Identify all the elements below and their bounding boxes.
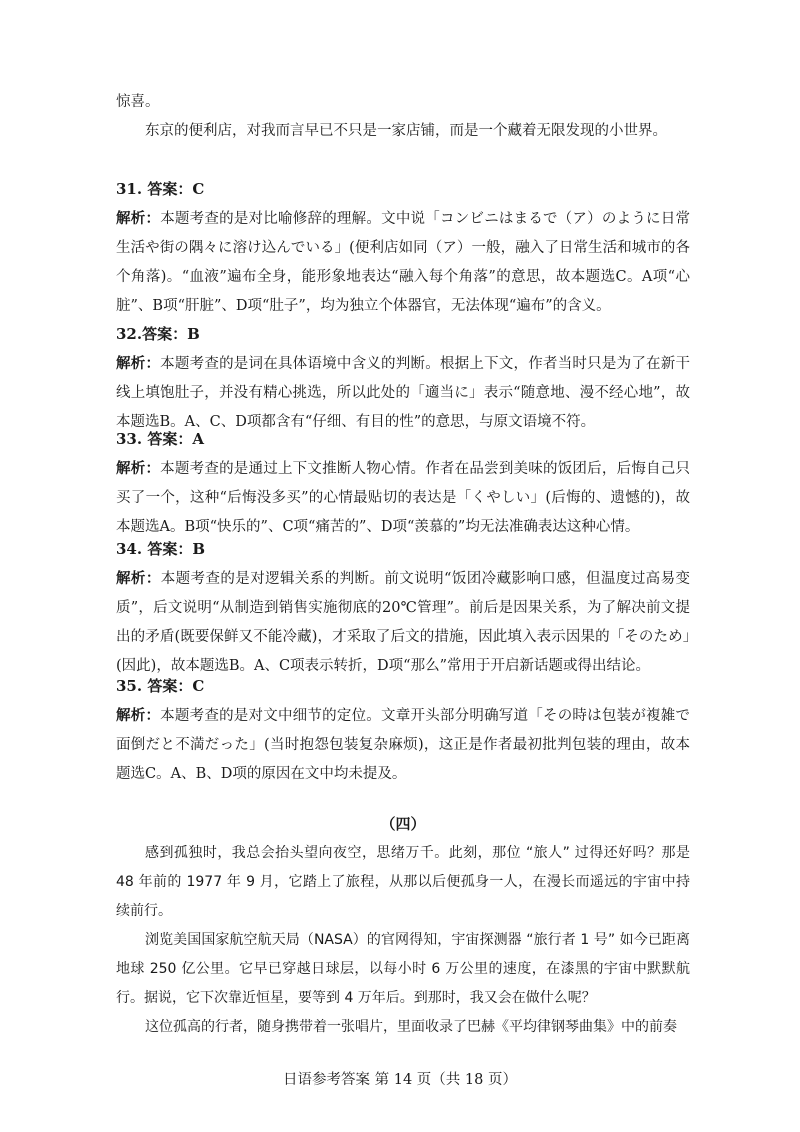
explanation-label: 解析： <box>116 210 161 227</box>
intro-line-2: 东京的便利店，对我而言早已不只是一家店铺，而是一个藏着无限发现的小世界。 <box>145 123 667 139</box>
answer-explanation <box>116 564 690 681</box>
explanation-text: 本题考查的是对比喻修辞的理解。文中说「コンビニはまるで（ア）のように日常生活や街の隅々に溶け込んでいる」(便利店如同（ア）一般，融入了日常生活和城市的各个角落)。“血液”遍布全身，能形象地表达“融入每个角落”的意思，故本题选C。A项“心脏”、B项“肝脏”、D项“肚子”，均为独立个体器官，无法体现“遍布”的含义。 <box>116 211 690 314</box>
answer-32 <box>116 320 690 437</box>
answer-heading: 32.答案：B <box>116 325 200 343</box>
explanation-label: 解析： <box>116 570 161 587</box>
intro-line-1: 惊喜。 <box>116 94 160 110</box>
explanation-label: 解析： <box>116 460 161 477</box>
explanation-text: 本题考查的是对文中细节的定位。文章开头部分明确写道「その時は包装が複雑で面倒だと不満だった」(当时抱怨包装复杂麻烦)，这正是作者最初批判包装的理由，故本题选C。A、B、D项的原因在文中均未提及。 <box>116 708 690 782</box>
answer-33 <box>116 425 690 542</box>
answer-31 <box>116 175 690 321</box>
answer-heading: 35. 答案：C <box>116 677 205 695</box>
explanation-text: 本题考查的是通过上下文推断人物心情。作者在品尝到美味的饭团后，后悔自己只买了一个，这种“后悔没多买”的心情最贴切的表达是「くやしい」(后悔的、遗憾的)，故本题选A。B项“快乐的”、C项“痛苦的”、D项“羡慕的”均无法准确表达这种心情。 <box>116 461 690 535</box>
answer-explanation <box>116 701 690 789</box>
section-title: （四） <box>380 815 426 833</box>
explanation-text: 本题考查的是对逻辑关系的判断。前文说明“饭团冷藏影响口感，但温度过高易变质”，后文说明“从制造到销售实施彻底的20℃管理”。前后是因果关系，为了解决前文提出的矛盾(既要保鲜又不能冷藏)，才采取了后文的措施，因此填入表示因果的「そのため」(因此)，故本题选B。A、C项表示转折，D项“那么”常用于开启新话题或得出结论。 <box>116 571 690 674</box>
explanation-label: 解析： <box>116 355 161 372</box>
section-paragraph: 浏览美国国家航空航天局（NASA）的官网得知，宇宙探测器 “旅行者 1 号” 如今已距离地球 250 亿公里。它早已穿越日球层，以每小时 6 万公里的速度，在漆黑的宇宙中默默航行。据说，它下次靠近恒星，要等到 4 万年后。到那时，我又会在做什么呢？ <box>116 932 690 1006</box>
section-paragraph: 感到孤独时，我总会抬头望向夜空，思绪万千。此刻，那位 “旅人” 过得还好吗？那是 48 年前的 1977 年 9 月，它踏上了旅程，从那以后便孤身一人，在漫长而遥远的宇宙中持续前行。 <box>116 845 690 919</box>
section-four <box>116 810 690 1042</box>
answer-heading: 33. 答案：A <box>116 430 204 448</box>
page-footer: 日语参考答案 第 14 页（共 18 页） <box>283 1072 517 1088</box>
answer-heading: 31. 答案：C <box>116 180 205 198</box>
explanation-text: 本题考查的是词在具体语境中含义的判断。根据上下文，作者当时只是为了在新干线上填饱肚子，并没有精心挑选，所以此处的「適当に」表示“随意地、漫不经心地”，故本题选B。A、C、D项都含有“仔细、有目的性”的意思，与原文语境不符。 <box>116 356 690 430</box>
explanation-label: 解析： <box>116 707 161 724</box>
answer-explanation <box>116 349 690 437</box>
answer-heading: 34. 答案：B <box>116 540 205 558</box>
answer-explanation <box>116 454 690 542</box>
section-paragraph: 这位孤高的行者，随身携带着一张唱片，里面收录了巴赫《平均律钢琴曲集》中的前奏 <box>145 1019 677 1035</box>
intro-section <box>116 88 690 146</box>
answer-35 <box>116 672 690 789</box>
answer-explanation <box>116 204 690 321</box>
answer-34 <box>116 535 690 681</box>
